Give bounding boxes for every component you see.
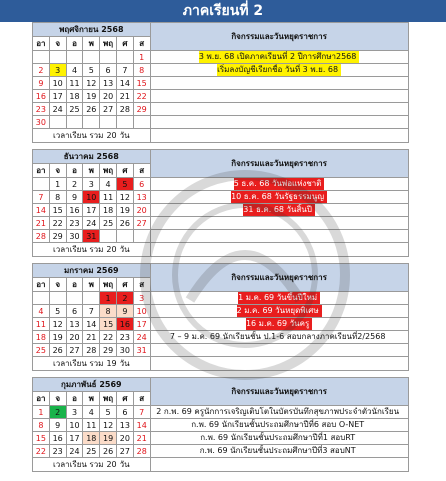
- calendar-day: 1: [33, 406, 50, 419]
- study-days-count: 19: [106, 359, 117, 368]
- calendar-day: 18: [100, 204, 117, 217]
- weekday-label: อา: [33, 392, 50, 406]
- calendar-day: [116, 51, 133, 64]
- calendar-day: 23: [33, 103, 50, 116]
- weekday-label: จ: [49, 278, 66, 292]
- activity-header: กิจกรรมและวันหยุดราชการ: [150, 150, 408, 178]
- calendar-day: 4: [100, 178, 117, 191]
- weekday-label: จ: [49, 392, 66, 406]
- activity-text: ก.พ. 69 นักเรียนชั้นประถมศึกษาปีที่1 สอบRT: [200, 433, 356, 442]
- activity-text: 10 ธ.ค. 68 วันรัฐธรรมนูญ: [231, 191, 327, 203]
- calendar-day: 13: [133, 191, 150, 204]
- calendar-day: 19: [116, 204, 133, 217]
- activity-cell: [150, 406, 408, 419]
- activity-cell: [150, 191, 408, 204]
- calendar-day: 24: [66, 445, 83, 458]
- calendar-day: 10: [66, 419, 83, 432]
- calendar-day: 13: [100, 77, 117, 90]
- calendar-day: 28: [133, 445, 150, 458]
- calendar-day: [133, 230, 150, 243]
- activity-cell: [150, 77, 408, 90]
- calendar-day: 8: [100, 305, 117, 318]
- activity-cell: [150, 51, 408, 64]
- calendar-day: 17: [133, 318, 150, 331]
- calendar-day: [33, 292, 50, 305]
- calendar-day: 25: [66, 103, 83, 116]
- study-days-total: [33, 458, 151, 472]
- activity-header: กิจกรรมและวันหยุดราชการ: [150, 23, 408, 51]
- month-name: พฤศจิกายน 2568: [33, 23, 151, 37]
- calendar-day: 16: [116, 318, 133, 331]
- calendar-day: 17: [83, 204, 100, 217]
- calendar-day: 25: [100, 217, 117, 230]
- activity-cell: [150, 178, 408, 191]
- calendar-day: 9: [49, 419, 66, 432]
- calendar-day: 1: [100, 292, 117, 305]
- calendar-day: 28: [83, 344, 100, 357]
- calendar-day: 14: [116, 77, 133, 90]
- calendar-day: 2: [66, 178, 83, 191]
- calendar-day: 6: [116, 406, 133, 419]
- calendar-day: 28: [33, 230, 50, 243]
- study-days-label: เวลาเรียน รวม: [53, 131, 104, 140]
- calendar-day: 2: [49, 406, 66, 419]
- calendar-day: [33, 178, 50, 191]
- calendar-day: [83, 292, 100, 305]
- weekday-label: ศ: [116, 164, 133, 178]
- calendar-day: 6: [133, 178, 150, 191]
- calendar-day: 27: [100, 103, 117, 116]
- calendar-day: 29: [133, 103, 150, 116]
- study-days-unit: วัน: [119, 460, 130, 469]
- calendar-day: [116, 116, 133, 129]
- calendar-day: 11: [83, 419, 100, 432]
- calendar-day: 8: [49, 191, 66, 204]
- calendar-day: 5: [100, 406, 117, 419]
- calendar-day: 9: [33, 77, 50, 90]
- calendar-day: 14: [33, 204, 50, 217]
- study-days-unit: วัน: [119, 359, 130, 368]
- weekday-label: อ: [66, 278, 83, 292]
- calendar-day: 11: [100, 191, 117, 204]
- calendar-day: [83, 51, 100, 64]
- calendar-day: [100, 116, 117, 129]
- calendar-day: 18: [66, 90, 83, 103]
- study-days-total: [33, 129, 151, 143]
- calendar-day: [133, 116, 150, 129]
- activity-cell: [150, 344, 408, 357]
- calendar-day: 8: [33, 419, 50, 432]
- calendar-day: 22: [49, 217, 66, 230]
- activity-text: ก.พ. 69 นักเรียนชั้นประถมศึกษาปีที่3 สอบNT: [199, 446, 356, 455]
- weekday-label: พ: [83, 278, 100, 292]
- activity-cell: [150, 305, 408, 318]
- calendar-day: 17: [49, 90, 66, 103]
- weekday-label: อา: [33, 164, 50, 178]
- calendar-day: 17: [66, 432, 83, 445]
- calendar-day: 26: [83, 103, 100, 116]
- activity-cell: [150, 103, 408, 116]
- activity-header: กิจกรรมและวันหยุดราชการ: [150, 378, 408, 406]
- calendar-day: 25: [83, 445, 100, 458]
- activity-header: กิจกรรมและวันหยุดราชการ: [150, 264, 408, 292]
- study-days-label: เวลาเรียน รวม: [53, 359, 104, 368]
- weekday-label: อ: [66, 164, 83, 178]
- weekday-label: จ: [49, 164, 66, 178]
- calendar-day: 23: [116, 331, 133, 344]
- month-name: กุมภาพันธ์ 2569: [33, 378, 151, 392]
- calendar-day: 1: [133, 51, 150, 64]
- calendar-day: 10: [133, 305, 150, 318]
- footer-blank: [150, 243, 408, 257]
- study-days-label: เวลาเรียน รวม: [53, 245, 104, 254]
- weekday-label: อา: [33, 37, 50, 51]
- calendar-day: 13: [116, 419, 133, 432]
- calendar-day: 7: [116, 64, 133, 77]
- calendar-day: [66, 292, 83, 305]
- calendar-day: 16: [33, 90, 50, 103]
- weekday-label: พฤ: [100, 37, 117, 51]
- calendar-day: 20: [133, 204, 150, 217]
- activity-cell: [150, 432, 408, 445]
- month-block: [32, 22, 409, 143]
- activity-cell: [150, 292, 408, 305]
- calendar-day: 18: [33, 331, 50, 344]
- calendar-day: 19: [100, 432, 117, 445]
- activity-text: 31 ธ.ค. 68 วันสิ้นปี: [243, 204, 315, 216]
- footer-blank: [150, 458, 408, 472]
- calendar-day: 19: [83, 90, 100, 103]
- activity-cell: [150, 116, 408, 129]
- calendar-day: [49, 116, 66, 129]
- calendar-day: 22: [33, 445, 50, 458]
- activity-text: เริ่มลงบัญชีเรียกชื่อ วันที่ 3 พ.ย. 68: [217, 64, 341, 76]
- calendar-day: 13: [66, 318, 83, 331]
- calendar-day: 20: [116, 432, 133, 445]
- activity-text: 2 ม.ค. 69 วันหยุดพิเศษ: [237, 305, 322, 317]
- calendar-day: 26: [116, 217, 133, 230]
- calendar-day: 30: [66, 230, 83, 243]
- calendar-day: 3: [83, 178, 100, 191]
- weekday-label: ศ: [116, 392, 133, 406]
- calendar-day: 10: [83, 191, 100, 204]
- calendar-day: 10: [49, 77, 66, 90]
- weekday-label: อ: [66, 392, 83, 406]
- calendar-day: 15: [49, 204, 66, 217]
- calendar-day: 4: [66, 64, 83, 77]
- calendar-day: 12: [100, 419, 117, 432]
- calendar-day: 16: [49, 432, 66, 445]
- activity-cell: [150, 331, 408, 344]
- calendar-day: [100, 230, 117, 243]
- calendar-day: 1: [49, 178, 66, 191]
- calendar-day: 20: [66, 331, 83, 344]
- calendar-day: 6: [66, 305, 83, 318]
- calendar-day: 7: [33, 191, 50, 204]
- calendar-day: 9: [116, 305, 133, 318]
- calendar-day: 6: [100, 64, 117, 77]
- calendar-day: 26: [100, 445, 117, 458]
- calendar-day: 14: [133, 419, 150, 432]
- activity-cell: [150, 445, 408, 458]
- calendar-day: 14: [83, 318, 100, 331]
- weekday-label: พฤ: [100, 278, 117, 292]
- weekday-label: พ: [83, 37, 100, 51]
- calendar-day: 31: [83, 230, 100, 243]
- study-days-total: [33, 357, 151, 371]
- activity-text: 2 ก.พ. 69 ครูนักการเจริญเติบโตในบัตรบันทึกสุขภาพประจำตัวนักเรียน: [156, 407, 400, 416]
- calendar-day: 3: [66, 406, 83, 419]
- study-days-label: เวลาเรียน รวม: [53, 460, 104, 469]
- activity-cell: [150, 90, 408, 103]
- month-block: [32, 263, 409, 371]
- calendar-day: 21: [116, 90, 133, 103]
- calendar-day: 21: [33, 217, 50, 230]
- calendar-day: 29: [100, 344, 117, 357]
- page-title: ภาคเรียนที่ 2: [0, 0, 446, 22]
- month-name: ธันวาคม 2568: [33, 150, 151, 164]
- activity-cell: [150, 318, 408, 331]
- study-days-unit: วัน: [119, 131, 130, 140]
- calendar-day: 7: [133, 406, 150, 419]
- calendar-day: 23: [66, 217, 83, 230]
- calendar-day: 28: [116, 103, 133, 116]
- calendar-day: [83, 116, 100, 129]
- calendar-day: [66, 116, 83, 129]
- weekday-label: ศ: [116, 278, 133, 292]
- calendar-day: [49, 292, 66, 305]
- footer-blank: [150, 129, 408, 143]
- activity-cell: [150, 217, 408, 230]
- calendar-day: 24: [83, 217, 100, 230]
- calendar-day: 30: [33, 116, 50, 129]
- calendar-day: 29: [49, 230, 66, 243]
- study-days-count: 20: [106, 245, 117, 254]
- calendar-day: 8: [133, 64, 150, 77]
- footer-blank: [150, 357, 408, 371]
- calendar-day: 5: [116, 178, 133, 191]
- calendar-day: [100, 51, 117, 64]
- activity-cell: [150, 64, 408, 77]
- activity-text: 1 ม.ค. 69 วันขึ้นปีใหม่: [238, 292, 320, 304]
- weekday-label: ส: [133, 392, 150, 406]
- calendar-day: 24: [49, 103, 66, 116]
- calendar-day: [33, 51, 50, 64]
- calendar-day: 15: [33, 432, 50, 445]
- calendar-day: 19: [49, 331, 66, 344]
- month-name: มกราคม 2569: [33, 264, 151, 278]
- weekday-label: อ: [66, 37, 83, 51]
- weekday-label: ส: [133, 37, 150, 51]
- calendar-day: 9: [66, 191, 83, 204]
- study-days-unit: วัน: [119, 245, 130, 254]
- calendar-day: 12: [49, 318, 66, 331]
- activity-text: 7 – 9 ม.ค. 69 นักเรียนชั้น ป.1-6 สอบกลางภาคเรียนที่2/2568: [169, 332, 386, 341]
- calendar-day: 11: [66, 77, 83, 90]
- calendar-day: 21: [133, 432, 150, 445]
- weekday-label: พ: [83, 392, 100, 406]
- month-block: [32, 377, 409, 472]
- calendar-day: 31: [133, 344, 150, 357]
- calendar-day: 27: [66, 344, 83, 357]
- activity-cell: [150, 419, 408, 432]
- weekday-label: พฤ: [100, 392, 117, 406]
- calendar-day: 25: [33, 344, 50, 357]
- calendar-day: 4: [33, 305, 50, 318]
- activity-cell: [150, 230, 408, 243]
- calendar-day: 18: [83, 432, 100, 445]
- calendar-day: 26: [49, 344, 66, 357]
- calendar-day: 21: [83, 331, 100, 344]
- calendar-day: 15: [133, 77, 150, 90]
- calendar-day: 16: [66, 204, 83, 217]
- month-block: [32, 149, 409, 257]
- study-days-total: [33, 243, 151, 257]
- calendar-day: 3: [133, 292, 150, 305]
- calendar-day: 2: [33, 64, 50, 77]
- activity-text: 16 ม.ค. 69 วันครู: [246, 318, 312, 330]
- calendar-day: 22: [133, 90, 150, 103]
- calendar-day: 27: [116, 445, 133, 458]
- study-days-count: 20: [106, 131, 117, 140]
- calendar-day: 22: [100, 331, 117, 344]
- calendar-day: 12: [83, 77, 100, 90]
- calendar-day: 24: [133, 331, 150, 344]
- calendar-day: 15: [100, 318, 117, 331]
- calendar-day: 2: [116, 292, 133, 305]
- calendar-day: 11: [33, 318, 50, 331]
- weekday-label: ส: [133, 164, 150, 178]
- weekday-label: ศ: [116, 37, 133, 51]
- weekday-label: อา: [33, 278, 50, 292]
- calendar-day: 5: [49, 305, 66, 318]
- weekday-label: ส: [133, 278, 150, 292]
- calendar-day: 5: [83, 64, 100, 77]
- calendar-day: 20: [100, 90, 117, 103]
- calendar-day: 27: [133, 217, 150, 230]
- calendar-day: [49, 51, 66, 64]
- study-days-count: 20: [106, 460, 117, 469]
- activity-text: ก.พ. 69 นักเรียนชั้นประถมศึกษาปีที่6 สอบ O-NET: [191, 420, 365, 429]
- activity-text: 5 ธ.ค. 68 วันพ่อแห่งชาติ: [234, 178, 325, 190]
- calendar-day: 30: [116, 344, 133, 357]
- calendar-day: 23: [49, 445, 66, 458]
- weekday-label: พ: [83, 164, 100, 178]
- calendar-day: [66, 51, 83, 64]
- calendar-day: [116, 230, 133, 243]
- calendar-day: 4: [83, 406, 100, 419]
- calendar-day: 7: [83, 305, 100, 318]
- calendar-day: 3: [49, 64, 66, 77]
- activity-cell: [150, 204, 408, 217]
- weekday-label: จ: [49, 37, 66, 51]
- calendar-day: 12: [116, 191, 133, 204]
- activity-text: 3 พ.ย. 68 เปิดภาคเรียนที่ 2 ปีการศึกษา2568: [199, 51, 359, 63]
- weekday-label: พฤ: [100, 164, 117, 178]
